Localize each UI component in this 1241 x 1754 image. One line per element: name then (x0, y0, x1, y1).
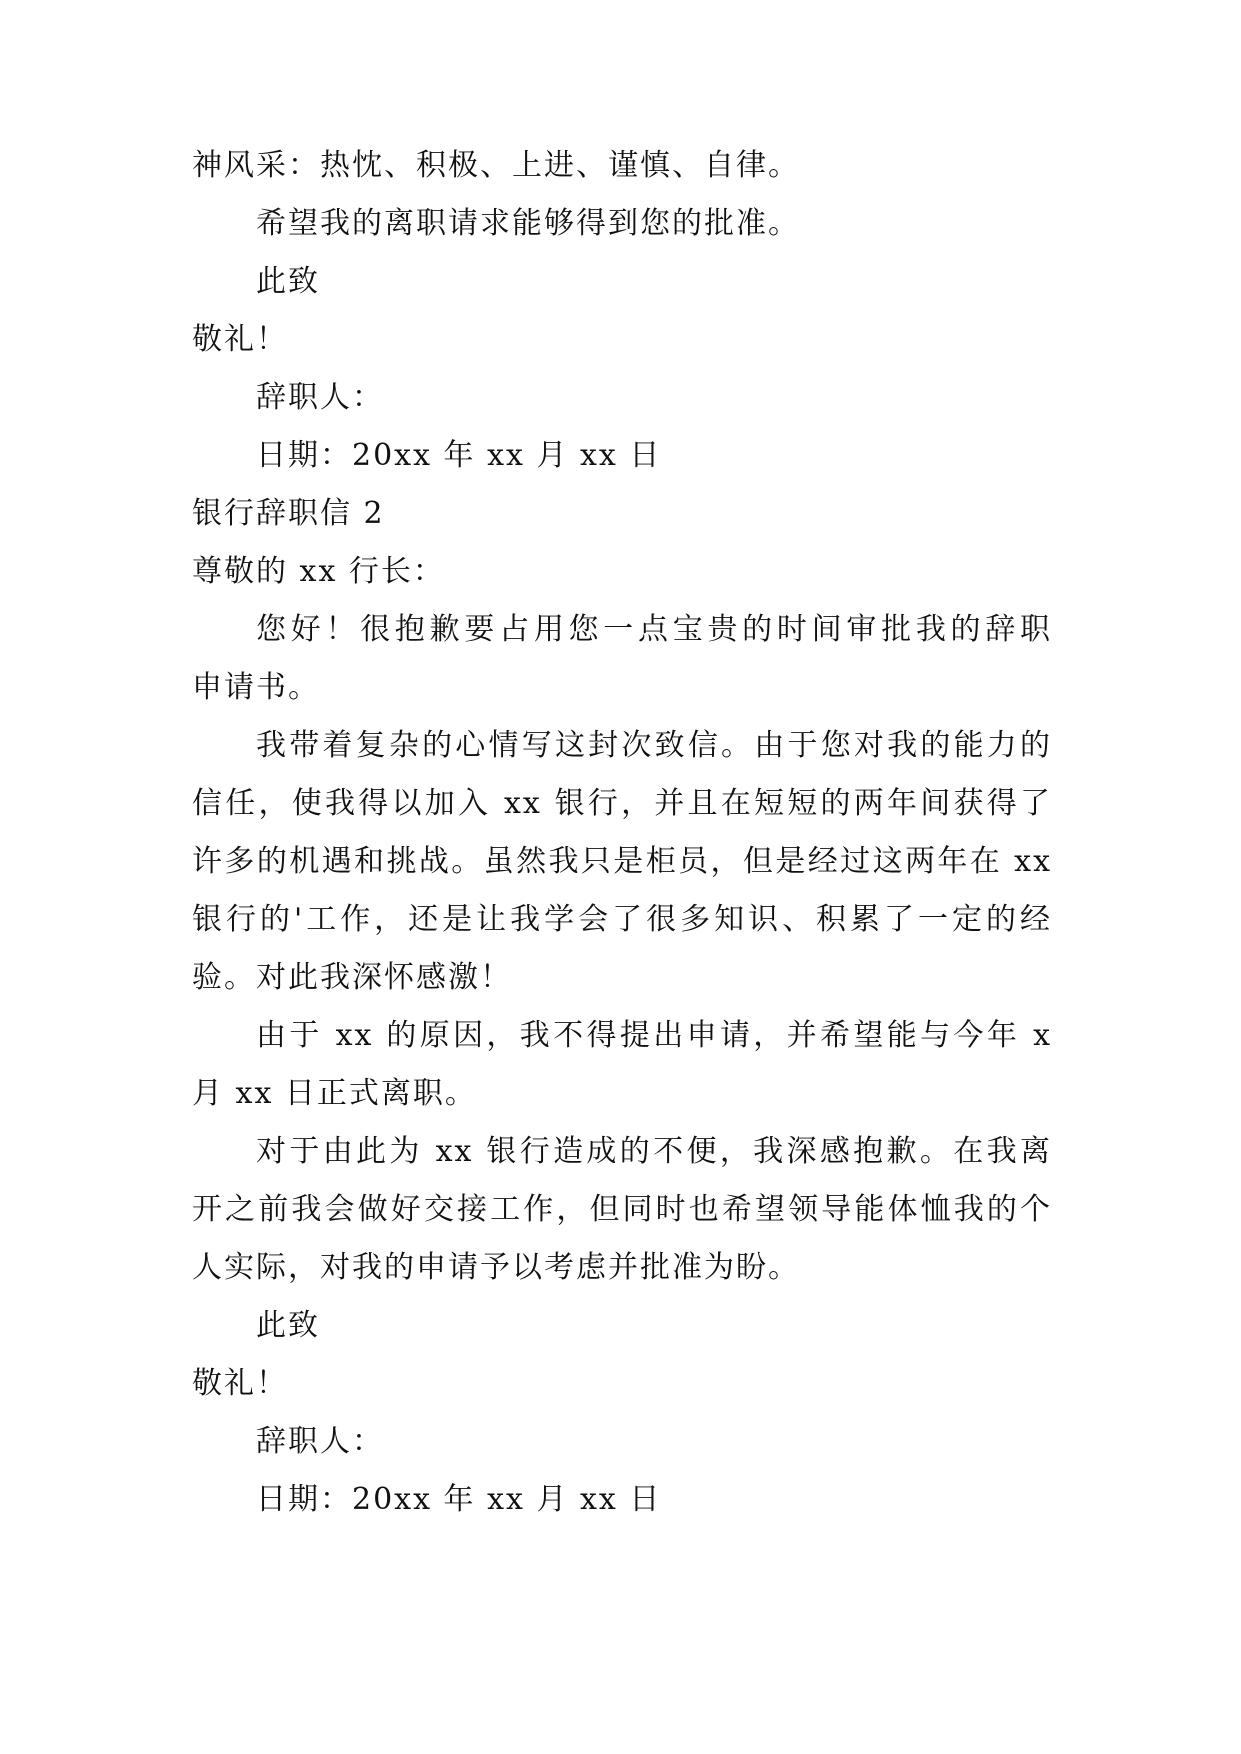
text-line: 希望我的离职请求能够得到您的批准。 (256, 206, 800, 241)
section-heading: 银行辞职信 2 (192, 496, 385, 531)
closing-respect: 敬礼！ (192, 322, 288, 357)
text-line: 神风采：热忱、积极、上进、谨慎、自律。 (192, 148, 800, 183)
text-line: 信任，使我得以加入 xx 银行，并且在短短的两年间获得了 (192, 786, 1052, 821)
greeting: 尊敬的 xx 行长： (192, 554, 445, 589)
date-line: 日期：20xx 年 xx 月 xx 日 (256, 1482, 662, 1517)
text-line: 对于由此为 xx 银行造成的不便，我深感抱歉。在我离 (256, 1134, 1052, 1169)
text-line: 申请书。 (192, 670, 320, 705)
text-line: 人实际，对我的申请予以考虑并批准为盼。 (192, 1250, 800, 1285)
closing-salutation: 此致 (256, 1308, 320, 1343)
signature-label: 辞职人： (256, 380, 384, 415)
closing-respect: 敬礼！ (192, 1366, 288, 1401)
text-line: 开之前我会做好交接工作，但同时也希望领导能体恤我的个 (192, 1192, 1052, 1227)
text-line: 银行的'工作，还是让我学会了很多知识、积累了一定的经 (192, 902, 1052, 937)
text-line: 我带着复杂的心情写这封次致信。由于您对我的能力的 (256, 728, 1052, 763)
text-line: 您好！很抱歉要占用您一点宝贵的时间审批我的辞职 (256, 612, 1052, 647)
text-line: 验。对此我深怀感激！ (192, 960, 512, 995)
text-line: 由于 xx 的原因，我不得提出申请，并希望能与今年 x (256, 1018, 1052, 1053)
signature-label: 辞职人： (256, 1424, 384, 1459)
date-line: 日期：20xx 年 xx 月 xx 日 (256, 438, 662, 473)
text-line: 月 xx 日正式离职。 (192, 1076, 477, 1111)
closing-salutation: 此致 (256, 264, 320, 299)
text-line: 许多的机遇和挑战。虽然我只是柜员，但是经过这两年在 xx (192, 844, 1052, 879)
